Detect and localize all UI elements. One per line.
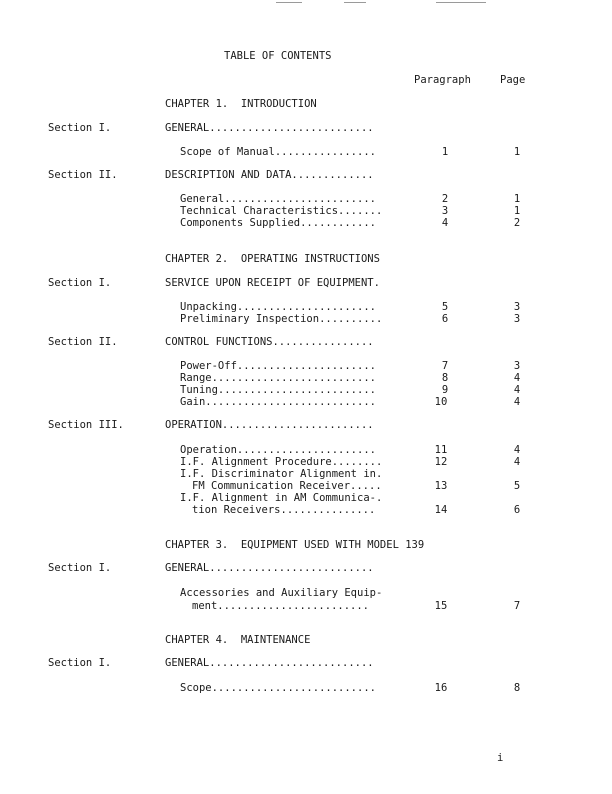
page-footer-number: i: [497, 752, 504, 764]
paragraph-number: 5: [441, 301, 449, 313]
toc-entry-continuation: tion Receivers...............: [192, 504, 376, 516]
paragraph-number: 1: [441, 146, 449, 158]
page-number: 2: [513, 217, 521, 229]
section-title: GENERAL..........................: [165, 562, 374, 574]
toc-entry: I.F. Alignment Procedure........: [180, 456, 383, 468]
page-title: TABLE OF CONTENTS: [224, 50, 332, 62]
paragraph-number: 15: [434, 600, 448, 612]
toc-entry: Range..........................: [180, 372, 376, 384]
paragraph-number: 13: [434, 480, 448, 492]
section-label: Section I.: [48, 562, 112, 574]
paragraph-number: 6: [441, 313, 449, 325]
section-title: GENERAL..........................: [165, 657, 374, 669]
chapter-heading: CHAPTER 1. INTRODUCTION: [165, 98, 317, 110]
chapter-heading: CHAPTER 3. EQUIPMENT USED WITH MODEL 139: [165, 539, 425, 551]
paragraph-number: 7: [441, 360, 449, 372]
paragraph-number: 3: [441, 205, 449, 217]
page-number: 3: [513, 313, 521, 325]
scan-artifact: [436, 2, 486, 3]
section-title: CONTROL FUNCTIONS................: [165, 336, 374, 348]
section-label: Section II.: [48, 169, 118, 181]
paragraph-number: 8: [441, 372, 449, 384]
chapter-heading: CHAPTER 4. MAINTENANCE: [165, 634, 311, 646]
section-title: SERVICE UPON RECEIPT OF EQUIPMENT.: [165, 277, 380, 289]
page-number: 3: [513, 301, 521, 313]
section-title: GENERAL..........................: [165, 122, 374, 134]
paragraph-number: 14: [434, 504, 448, 516]
page-number: 8: [513, 682, 521, 694]
toc-entry: Scope of Manual................: [180, 146, 376, 158]
toc-entry-continuation: ment........................: [192, 600, 370, 612]
paragraph-number: 10: [434, 396, 448, 408]
toc-entry: Components Supplied............: [180, 217, 376, 229]
toc-entry: General........................: [180, 193, 376, 205]
section-title: DESCRIPTION AND DATA.............: [165, 169, 374, 181]
column-header-paragraph: Paragraph: [414, 74, 471, 86]
page-number: 7: [513, 600, 521, 612]
paragraph-number: 2: [441, 193, 449, 205]
toc-entry: Power-Off......................: [180, 360, 376, 372]
column-header-page: Page: [500, 74, 526, 86]
toc-entry: I.F. Discriminator Alignment in.: [180, 468, 383, 480]
paragraph-number: 9: [441, 384, 449, 396]
toc-entry-continuation: FM Communication Receiver.....: [192, 480, 382, 492]
page-number: 1: [513, 205, 521, 217]
section-label: Section I.: [48, 122, 112, 134]
scan-artifact: [276, 2, 302, 3]
page-number: 1: [513, 193, 521, 205]
chapter-heading: CHAPTER 2. OPERATING INSTRUCTIONS: [165, 253, 380, 265]
page-number: 6: [513, 504, 521, 516]
paragraph-number: 16: [434, 682, 448, 694]
page-number: 4: [513, 456, 521, 468]
toc-entry: I.F. Alignment in AM Communica-.: [180, 492, 383, 504]
page-number: 4: [513, 444, 521, 456]
toc-entry: Scope..........................: [180, 682, 376, 694]
section-label: Section II.: [48, 336, 118, 348]
toc-entry: Unpacking......................: [180, 301, 376, 313]
page-number: 4: [513, 384, 521, 396]
paragraph-number: 12: [434, 456, 448, 468]
toc-entry: Tuning.........................: [180, 384, 376, 396]
scan-artifact: [344, 2, 366, 3]
page-number: 4: [513, 396, 521, 408]
paragraph-number: 4: [441, 217, 449, 229]
toc-entry: Gain...........................: [180, 396, 376, 408]
toc-entry: Preliminary Inspection..........: [180, 313, 383, 325]
section-label: Section III.: [48, 419, 124, 431]
section-title: OPERATION........................: [165, 419, 374, 431]
toc-entry: Technical Characteristics.......: [180, 205, 383, 217]
page-number: 4: [513, 372, 521, 384]
paragraph-number: 11: [434, 444, 448, 456]
section-label: Section I.: [48, 277, 112, 289]
page-number: 1: [513, 146, 521, 158]
page-number: 5: [513, 480, 521, 492]
toc-entry: Operation......................: [180, 444, 376, 456]
page-number: 3: [513, 360, 521, 372]
section-label: Section I.: [48, 657, 112, 669]
toc-entry: Accessories and Auxiliary Equip-: [180, 587, 383, 599]
